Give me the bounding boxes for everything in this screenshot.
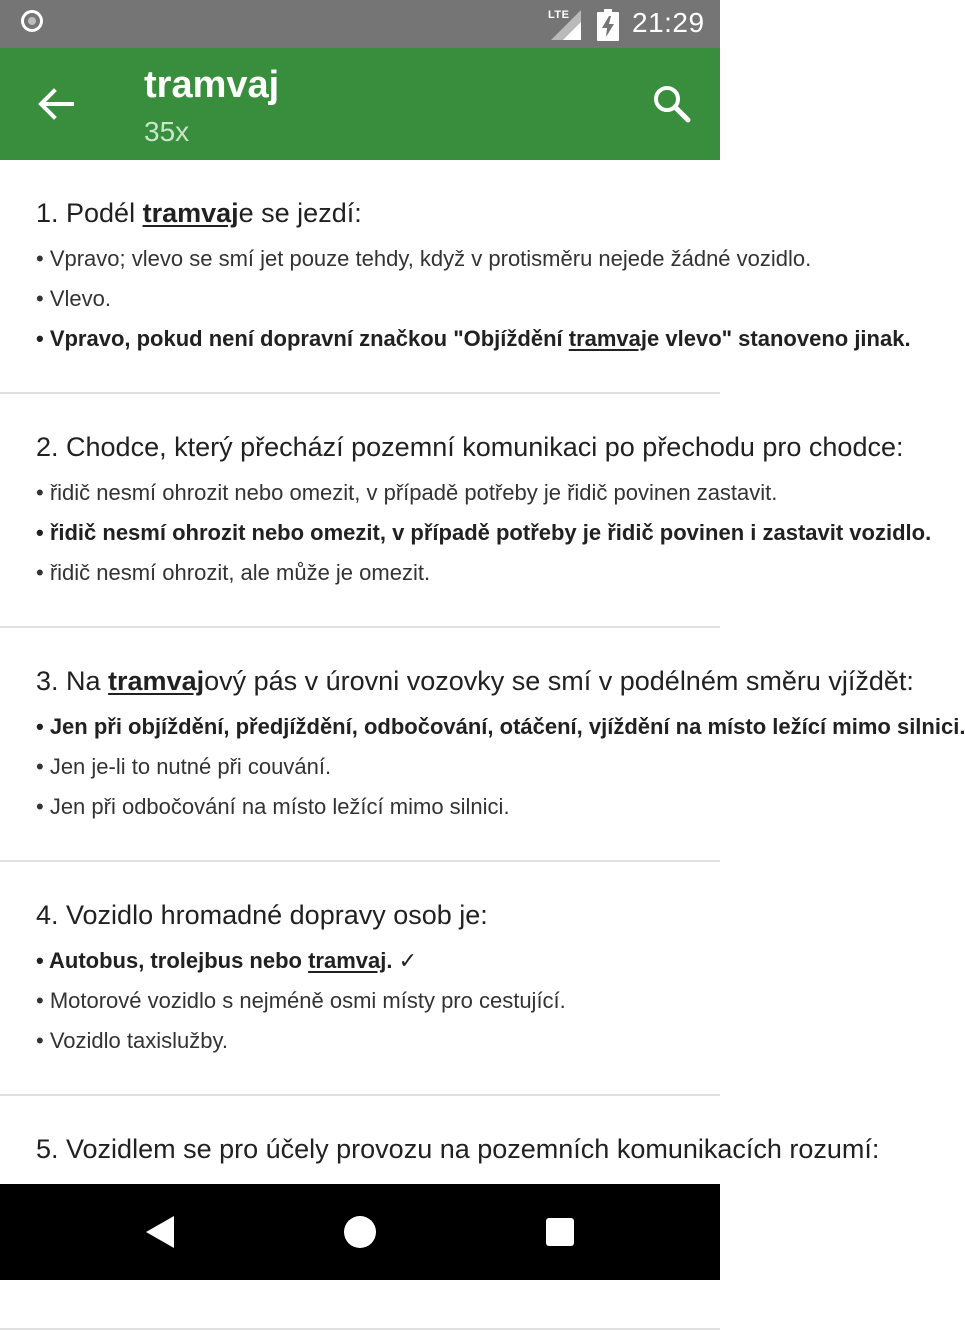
question-text [36, 1134, 880, 1165]
search-highlight: tramvaj [142, 198, 239, 228]
network-type: LTE [548, 9, 570, 21]
question-item[interactable] [0, 394, 932, 628]
question-text [36, 198, 686, 229]
answer-option-correct [36, 520, 932, 546]
text-segment: • Vpravo, pokud není dopravní značkou "Objíždění [36, 326, 569, 351]
search-highlight: tramvaj [568, 326, 648, 351]
text-segment: • Jen je-li to nutné při couvání. [36, 754, 332, 779]
text-segment: 1. Podél [36, 198, 143, 228]
nav-back-icon[interactable] [142, 1212, 182, 1252]
text-segment: e se jezdí: [238, 198, 362, 228]
nav-home-icon[interactable] [344, 1216, 376, 1248]
text-segment: 3. Na [36, 666, 109, 696]
clock: 21:29 [632, 7, 705, 38]
question-item[interactable] [0, 160, 911, 394]
navigation-bar [0, 1184, 720, 1280]
text-segment: • Jen při odbočování na místo ležící mimo silnici. [36, 794, 510, 819]
question-item[interactable] [0, 862, 720, 1096]
text-segment: • Jen při objíždění, předjíždění, odbočování, otáčení, vjíždění na místo ležící mimo silnici. [36, 714, 965, 739]
nav-recents-icon[interactable] [546, 1218, 574, 1246]
question-text [36, 432, 904, 463]
question-text [36, 900, 686, 931]
answer-option [36, 246, 812, 272]
answer-option-correct [36, 326, 911, 352]
result-count: 35x [144, 116, 190, 147]
question-text [36, 666, 914, 697]
question-item[interactable] [0, 628, 965, 862]
answer-option [36, 1028, 686, 1054]
search-icon [644, 76, 700, 132]
text-segment: • řidič nesmí ohrozit nebo omezit, v případě potřeby je řidič povinen zastavit. [36, 480, 778, 505]
text-segment: • Autobus, trolejbus nebo [36, 948, 309, 973]
text-segment: • Vlevo. [36, 286, 111, 311]
app-bar [0, 48, 720, 160]
text-segment: • řidič nesmí ohrozit, ale může je omezit. [36, 560, 431, 585]
status-bar [0, 0, 720, 48]
text-segment: 5. Vozidlem se pro účely provozu na pozemních komunikacích rozumí: [36, 1134, 880, 1164]
text-segment: ový pás v úrovni vozovky se smí v podélném směru vjíždět: [204, 666, 914, 696]
arrow-back-icon [30, 78, 82, 130]
answer-option [36, 480, 778, 506]
answer-option-correct [36, 948, 686, 974]
search-highlight: tramvaj [108, 666, 205, 696]
answer-option-correct [36, 714, 965, 740]
page-title: tramvaj [144, 64, 280, 106]
text-segment: • Vpravo; vlevo se smí jet pouze tehdy, když v protisměru nejede žádné vozidlo. [36, 246, 812, 271]
text-segment: e vlevo" stanoveno jinak. [647, 326, 911, 351]
text-segment: • řidič nesmí ohrozit nebo omezit, v případě potřeby je řidič povinen i zastavit vozidlo. [36, 520, 932, 545]
answer-option [36, 754, 686, 780]
text-segment: . ✓ [386, 948, 418, 973]
search-button[interactable] [644, 76, 700, 132]
answer-option [36, 286, 686, 312]
search-highlight: tramvaj [308, 948, 387, 973]
text-segment: • Motorové vozidlo s nejméně osmi místy pro cestující. [36, 988, 566, 1013]
back-button[interactable] [30, 78, 82, 130]
text-segment: 2. Chodce, který přechází pozemní komunikaci po přechodu pro chodce: [36, 432, 904, 462]
notification-dot-icon [21, 10, 43, 32]
answer-option [36, 794, 686, 820]
question-list[interactable] [0, 160, 965, 1184]
answer-option [36, 560, 686, 586]
answer-option [36, 988, 686, 1014]
text-segment: 4. Vozidlo hromadné dopravy osob je: [36, 900, 488, 930]
text-segment: • Vozidlo taxislužby. [36, 1028, 228, 1053]
battery-charging-icon [597, 9, 619, 41]
